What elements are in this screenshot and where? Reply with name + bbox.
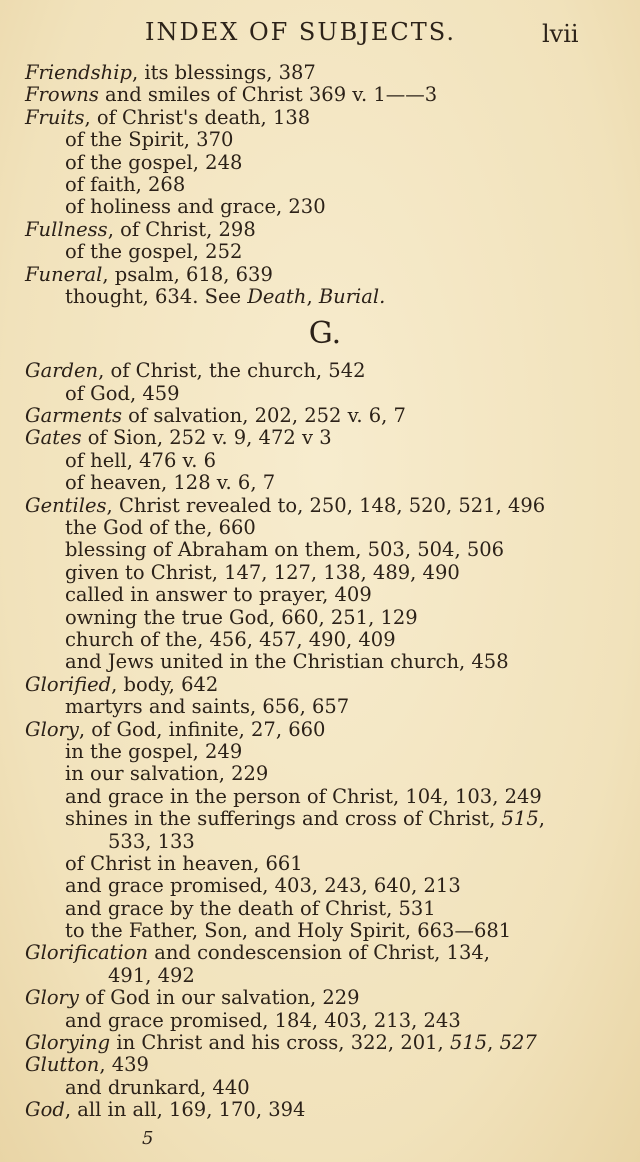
index-keyword: 515	[449, 1031, 488, 1055]
index-entry	[0, 1032, 640, 1054]
page-header	[0, 14, 640, 54]
index-text: shines in the sufferings and cross of Christ,	[65, 807, 502, 831]
index-text: , of Christ, the church, 542	[98, 359, 366, 383]
index-text: , body, 642	[111, 672, 219, 696]
index-subentry	[0, 450, 640, 472]
index-text: of salvation, 202, 252 v. 6, 7	[121, 404, 406, 428]
index-text: of Christ in heaven, 661	[65, 851, 303, 875]
index-text: of the gospel, 252	[65, 240, 243, 264]
index-entry	[0, 427, 640, 449]
index-text: blessing of Abraham on them, 503, 504, 506	[65, 538, 505, 562]
index-text: church of the, 456, 457, 490, 409	[65, 627, 396, 651]
index-subentry	[0, 763, 640, 785]
index-text: and grace by the death of Christ, 531	[65, 896, 436, 920]
index-subentry	[0, 174, 640, 196]
index-entry	[0, 264, 640, 286]
index-subentry	[0, 584, 640, 606]
index-keyword: Glutton	[25, 1053, 100, 1077]
index-text: of God, 459	[65, 381, 180, 405]
index-text: , of Christ's death, 138	[84, 105, 311, 129]
index-subentry	[0, 741, 640, 763]
index-subentry	[0, 241, 640, 263]
index-text: , of God, infinite, 27, 660	[78, 717, 326, 741]
index-text: , psalm, 618, 639	[102, 262, 273, 286]
index-keyword: Glorification	[25, 941, 149, 965]
index-subentry	[0, 152, 640, 174]
index-text: , all in all, 169, 170, 394	[64, 1098, 306, 1122]
index-text: ,	[306, 284, 319, 308]
index-keyword: Funeral	[25, 262, 103, 286]
index-subentry	[0, 696, 640, 718]
index-text: of the gospel, 248	[65, 150, 243, 174]
index-text: in the gospel, 249	[65, 739, 243, 763]
index-keyword: Garden	[25, 359, 99, 383]
index-subentry	[0, 831, 640, 853]
index-subentry	[0, 898, 640, 920]
index-text: and smiles of Christ 369 v. 1——3	[98, 83, 438, 107]
index-text: given to Christ, 147, 127, 138, 489, 490	[65, 560, 460, 584]
index-subentry	[0, 875, 640, 897]
index-keyword: Gentiles	[25, 493, 107, 517]
index-text: and condescension of Christ, 134,	[148, 941, 490, 965]
index-subentry	[0, 129, 640, 151]
index-keyword: 527	[499, 1031, 537, 1055]
index-text: and grace promised, 184, 403, 213, 243	[65, 1008, 461, 1032]
index-entry	[0, 219, 640, 241]
index-keyword: Fullness	[25, 217, 108, 241]
index-keyword: 515	[501, 807, 539, 831]
index-text: owning the true God, 660, 251, 129	[65, 605, 418, 629]
index-subentry	[0, 286, 640, 308]
index-text: 491, 492	[108, 963, 195, 987]
index-entry	[0, 719, 640, 741]
index-text: and grace promised, 403, 243, 640, 213	[65, 874, 461, 898]
index-keyword: Frowns	[25, 83, 99, 107]
index-keyword: Glorying	[25, 1031, 111, 1055]
index-text: of Sion, 252 v. 9, 472 v 3	[81, 426, 332, 450]
index-text: , its blessings, 387	[131, 61, 316, 84]
index-keyword: Friendship	[25, 61, 132, 84]
index-subentry	[0, 629, 640, 651]
index-text: , Christ revealed to, 250, 148, 520, 521, 496	[106, 493, 546, 517]
index-text: and grace in the person of Christ, 104, 103, 249	[65, 784, 542, 808]
index-keyword: God	[25, 1098, 65, 1122]
index-entry	[0, 84, 640, 106]
index-keyword: Death	[247, 284, 307, 308]
running-title: INDEX OF SUBJECTS.	[145, 18, 456, 46]
index-subentry	[0, 1010, 640, 1032]
index-text: to the Father, Son, and Holy Spirit, 663—681	[65, 919, 512, 943]
section-heading: G.	[308, 316, 342, 352]
index-subentry	[0, 196, 640, 218]
index-subentry	[0, 607, 640, 629]
index-keyword: Garments	[25, 404, 122, 428]
page-number: lvii	[542, 20, 579, 48]
index-text: and drunkard, 440	[65, 1075, 250, 1099]
index-subentry	[0, 965, 640, 987]
index-entries	[0, 62, 640, 1122]
index-text: thought, 634. See	[65, 284, 248, 308]
index-entry	[0, 1099, 640, 1121]
index-text: of heaven, 128 v. 6, 7	[65, 471, 276, 495]
index-subentry	[0, 472, 640, 494]
index-subentry	[0, 853, 640, 875]
index-subentry	[0, 651, 640, 673]
index-text: , of Christ, 298	[107, 217, 256, 241]
index-entry	[0, 987, 640, 1009]
index-keyword: Fruits	[25, 105, 85, 129]
index-text: in our salvation, 229	[65, 762, 269, 786]
index-entry	[0, 674, 640, 696]
index-keyword: Glory	[25, 986, 79, 1010]
index-keyword: Glory	[25, 717, 79, 741]
signature-mark: 5	[142, 1128, 154, 1149]
index-entry	[0, 942, 640, 964]
index-text: ,	[487, 1031, 500, 1055]
index-text: of faith, 268	[65, 172, 186, 196]
index-text: of hell, 476 v. 6	[65, 448, 217, 472]
index-subentry	[0, 920, 640, 942]
index-text: the God of the, 660	[65, 516, 256, 540]
index-keyword: Gates	[25, 426, 82, 450]
index-text: in Christ and his cross, 322, 201,	[110, 1031, 450, 1055]
index-entry	[0, 495, 640, 517]
index-text: ,	[538, 807, 545, 831]
index-subentry	[0, 383, 640, 405]
index-text: of holiness and grace, 230	[65, 195, 326, 219]
index-entry	[0, 107, 640, 129]
index-subentry	[0, 562, 640, 584]
index-entry	[0, 1054, 640, 1076]
index-text: of God in our salvation, 229	[78, 986, 360, 1010]
index-text: 533, 133	[108, 829, 195, 853]
index-subentry	[0, 517, 640, 539]
index-entry	[0, 62, 640, 84]
index-keyword: Glorified	[25, 672, 112, 696]
index-entry	[0, 360, 640, 382]
index-entry	[0, 405, 640, 427]
index-subentry	[0, 539, 640, 561]
index-subentry	[0, 808, 640, 830]
index-text: called in answer to prayer, 409	[65, 583, 372, 607]
index-text: of the Spirit, 370	[65, 128, 234, 152]
index-text: , 439	[99, 1053, 149, 1077]
index-text: and Jews united in the Christian church, 458	[65, 650, 509, 674]
index-text: martyrs and saints, 656, 657	[65, 695, 350, 719]
index-subentry	[0, 786, 640, 808]
index-keyword: Burial.	[318, 284, 386, 308]
index-subentry	[0, 1077, 640, 1099]
